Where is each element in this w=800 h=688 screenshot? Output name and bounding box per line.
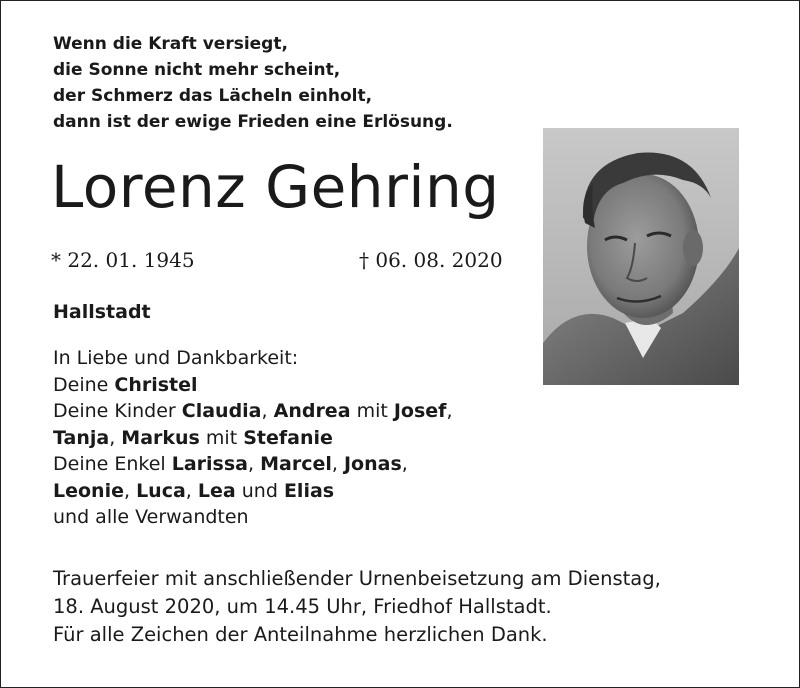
portrait-photo [543,128,739,385]
mourners-outro: und alle Verwandten [53,506,249,528]
mourner-name: Josef [393,400,447,422]
mourner-name: Andrea [273,400,351,422]
mourners-line: Deine Kinder Claudia, Andrea mit Josef, [53,400,453,422]
mourner-name: Markus [121,426,200,449]
mourners-line: Deine Christel [53,373,198,396]
mourner-name: Luca [136,479,186,502]
poem-line: der Schmerz das Lächeln einholt, [53,86,373,106]
mourners-intro: In Liebe und Dankbarkeit: [53,347,299,369]
mourner-name: Claudia [181,400,262,422]
funeral-details [53,565,661,649]
mourners-line: Tanja, Markus mit Stefanie [53,426,333,449]
mourner-name: Lea [197,479,236,502]
deceased-name: Lorenz Gehring [51,153,500,221]
mourner-name: Christel [114,373,198,396]
death-date: † 06. 08. 2020 [359,248,503,272]
poem [53,31,453,135]
funeral-line: 18. August 2020, um 14.45 Uhr, Friedhof Hallstadt. [53,595,552,618]
thanks-line: Für alle Zeichen der Anteilnahme herzlichen Dank. [53,623,548,646]
place-of-residence: Hallstadt [53,301,151,323]
poem-line: Wenn die Kraft versiegt, [53,34,288,54]
mourner-name: Elias [283,479,335,502]
mourner-name: Leonie [53,479,124,502]
mourner-name: Marcel [260,453,332,475]
mourner-name: Larissa [171,453,249,475]
birth-date: * 22. 01. 1945 [51,248,195,272]
mourner-name: Tanja [53,426,110,449]
mourners-line: Leonie, Luca, Lea und Elias [53,479,335,502]
mourners-list [53,345,453,531]
poem-line: die Sonne nicht mehr scheint, [53,60,341,80]
mourner-name: Stefanie [243,426,333,449]
mourners-line: Deine Enkel Larissa, Marcel, Jonas, [53,453,408,475]
mourner-name: Jonas [343,453,402,475]
funeral-line: Trauerfeier mit anschließender Urnenbeisetzung am Dienstag, [53,567,661,590]
poem-line: dann ist der ewige Frieden eine Erlösung. [53,112,453,132]
